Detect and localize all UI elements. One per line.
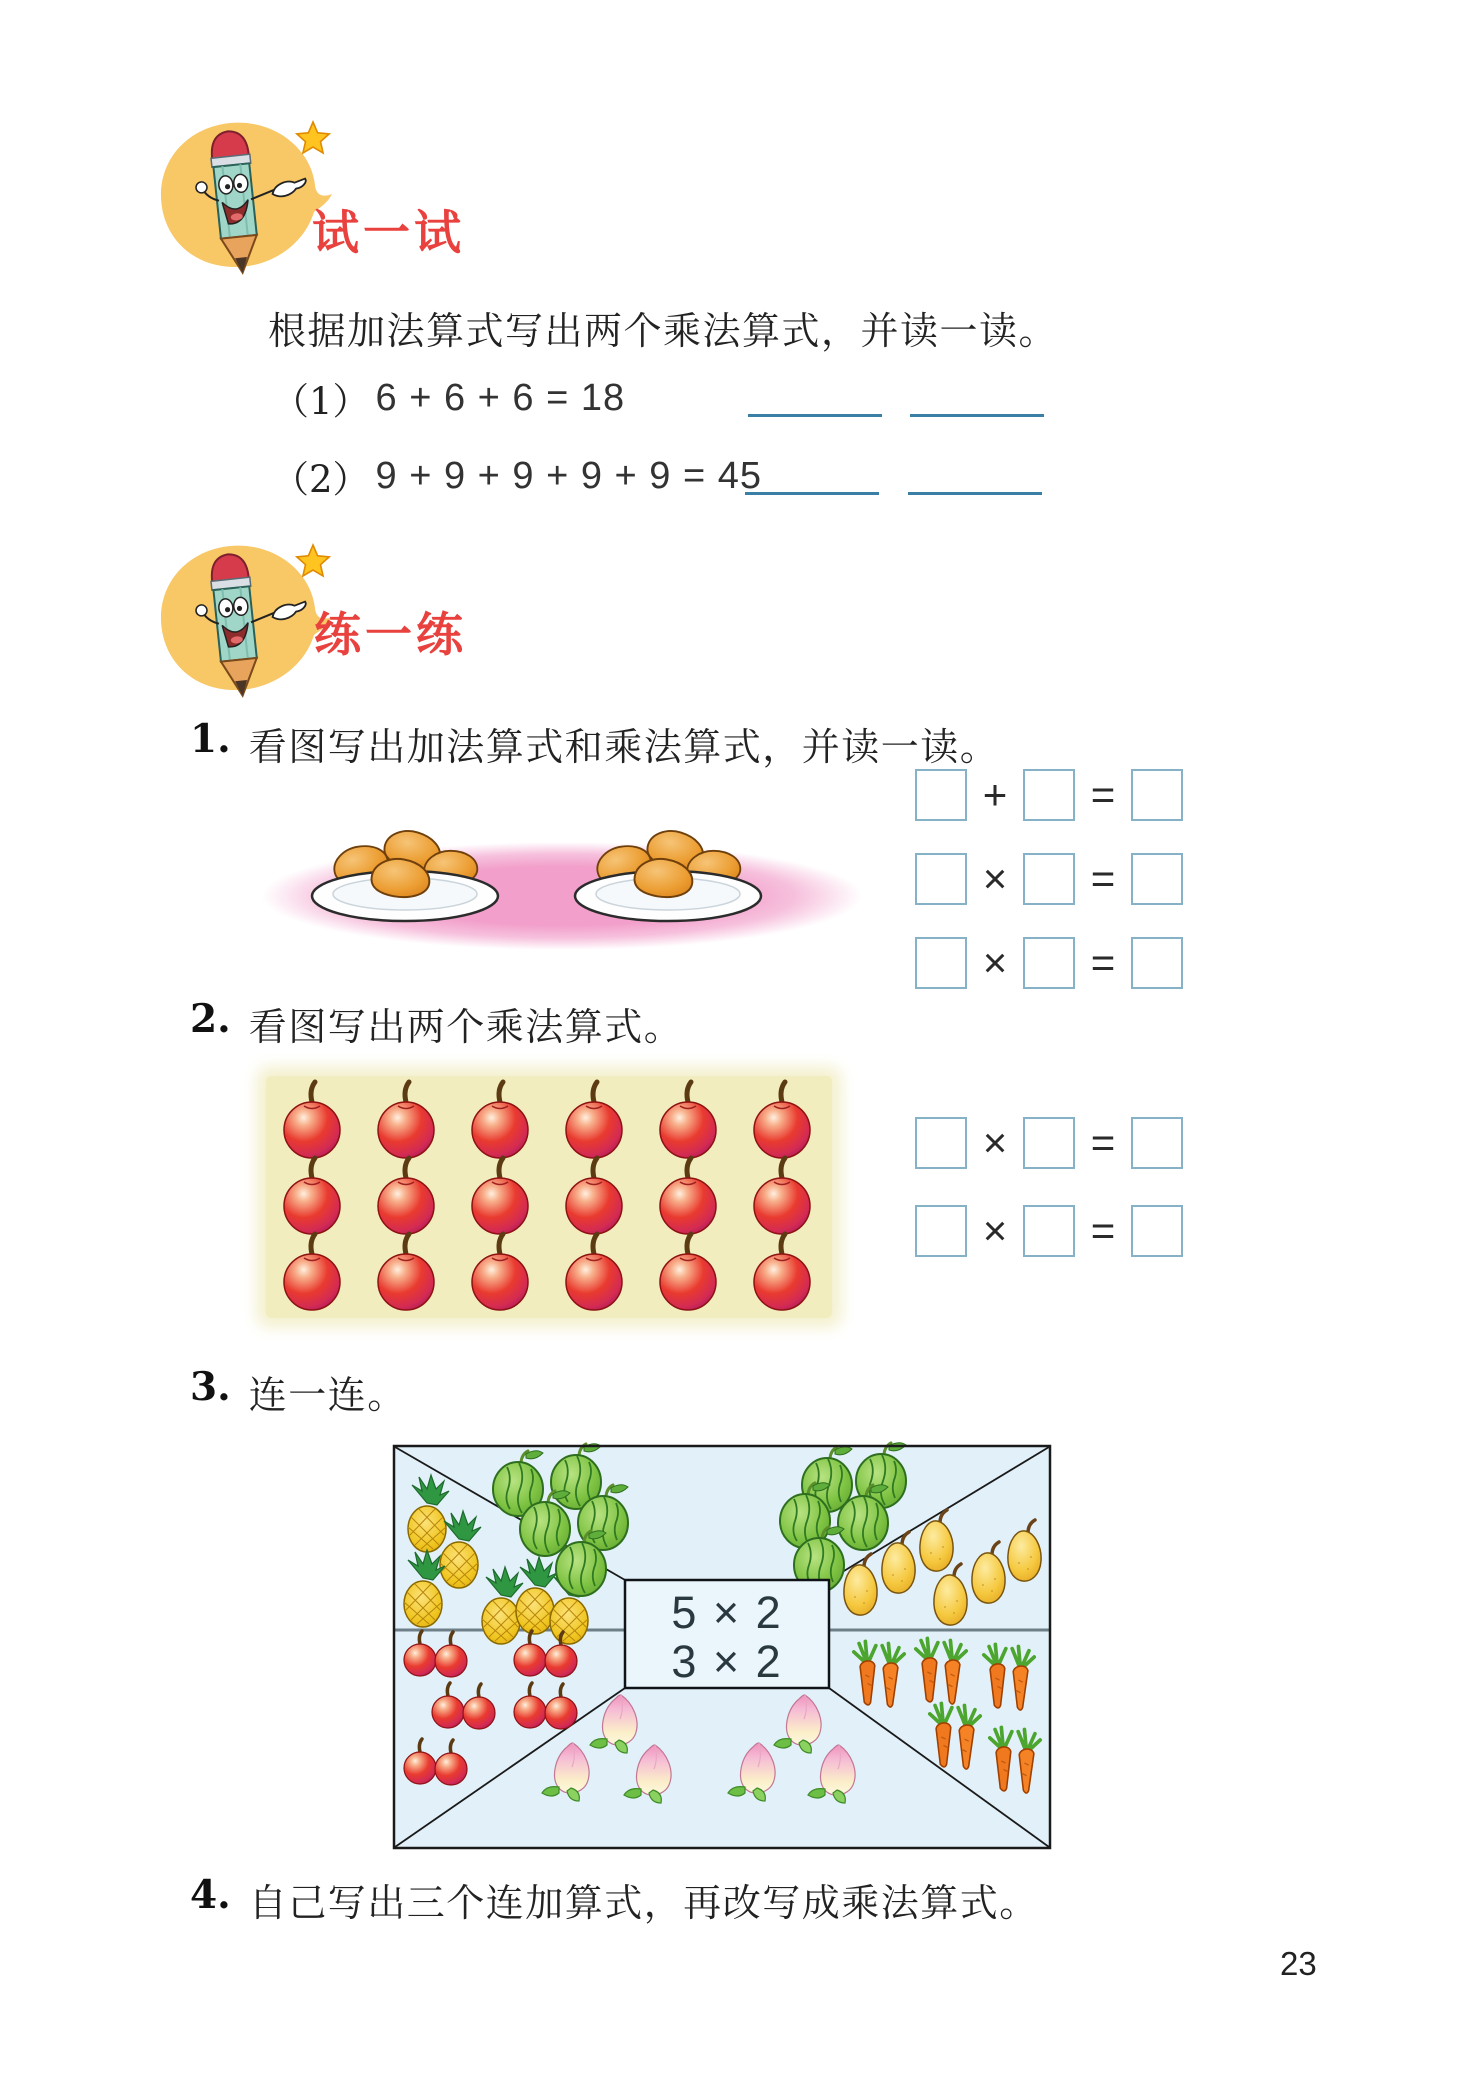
equals-sign: =	[1090, 1207, 1116, 1254]
times-operator: ×	[982, 855, 1008, 902]
times-operator: ×	[982, 1207, 1008, 1254]
p2-equation-row-2	[915, 1204, 1183, 1258]
matching-diagram[interactable]	[393, 1445, 1051, 1849]
times-operator: ×	[982, 939, 1008, 986]
problem-text: 连一连。	[248, 1373, 407, 1417]
equals-sign: =	[1090, 771, 1116, 818]
p1-equation-row-3	[915, 936, 1183, 990]
apple-grid-illustration	[266, 1076, 832, 1318]
answer-box[interactable]	[915, 937, 967, 989]
answer-box[interactable]	[1023, 853, 1075, 905]
answer-blank[interactable]	[910, 368, 1044, 417]
addition-equation: 9 + 9 + 9 + 9 + 9 = 45	[375, 454, 763, 497]
answer-box[interactable]	[915, 853, 967, 905]
expression-label-2: 3 × 2	[671, 1636, 783, 1687]
answer-box[interactable]	[915, 769, 967, 821]
p1-equation-row-2	[915, 852, 1183, 906]
p2-equation-row-1	[915, 1116, 1183, 1170]
answer-box[interactable]	[1023, 937, 1075, 989]
page-number: 23	[1280, 1945, 1317, 1982]
answer-box[interactable]	[1131, 769, 1183, 821]
addition-item-1	[272, 372, 625, 424]
problem-text: 自己写出三个连加算式，再改写成乘法算式。	[248, 1881, 1039, 1925]
problem-text: 看图写出加法算式和乘法算式，并读一读。	[248, 725, 1000, 769]
answer-box[interactable]	[1023, 1205, 1075, 1257]
answer-box[interactable]	[1131, 937, 1183, 989]
problem-1	[190, 716, 999, 771]
answer-box[interactable]	[915, 1205, 967, 1257]
problem-number: 4.	[190, 1872, 231, 1918]
equals-sign: =	[1090, 939, 1116, 986]
problem-4	[190, 1872, 1039, 1927]
problem-number: 3.	[190, 1364, 231, 1410]
p1-equation-row-1	[915, 768, 1183, 822]
answer-blank[interactable]	[745, 446, 879, 495]
section-title-try: 试一试	[312, 206, 465, 259]
answer-box[interactable]	[1023, 769, 1075, 821]
problem-text: 看图写出两个乘法算式。	[248, 1005, 684, 1049]
addition-equation: 6 + 6 + 6 = 18	[375, 376, 626, 419]
expression-label-1: 5 × 2	[671, 1587, 783, 1638]
problem-3	[190, 1364, 407, 1419]
answer-box[interactable]	[1131, 853, 1183, 905]
mango-plates-illustration	[290, 796, 810, 946]
expression-center-box[interactable]	[625, 1580, 829, 1688]
equals-sign: =	[1090, 855, 1116, 902]
answer-blank[interactable]	[748, 368, 882, 417]
try-instruction: 根据加法算式写出两个乘法算式，并读一读。	[268, 309, 1059, 353]
section-title-practice: 练一练	[314, 608, 467, 661]
answer-box[interactable]	[915, 1117, 967, 1169]
item-label: （2）	[272, 458, 370, 501]
answer-blank[interactable]	[908, 446, 1042, 495]
answer-box[interactable]	[1131, 1205, 1183, 1257]
problem-number: 1.	[190, 716, 231, 762]
times-operator: ×	[982, 1119, 1008, 1166]
addition-item-2	[272, 450, 762, 502]
problem-number: 2.	[190, 996, 231, 1042]
plus-operator: +	[982, 771, 1008, 818]
equals-sign: =	[1090, 1119, 1116, 1166]
answer-box[interactable]	[1131, 1117, 1183, 1169]
answer-box[interactable]	[1023, 1117, 1075, 1169]
item-label: （1）	[272, 380, 370, 423]
problem-2	[190, 996, 683, 1051]
